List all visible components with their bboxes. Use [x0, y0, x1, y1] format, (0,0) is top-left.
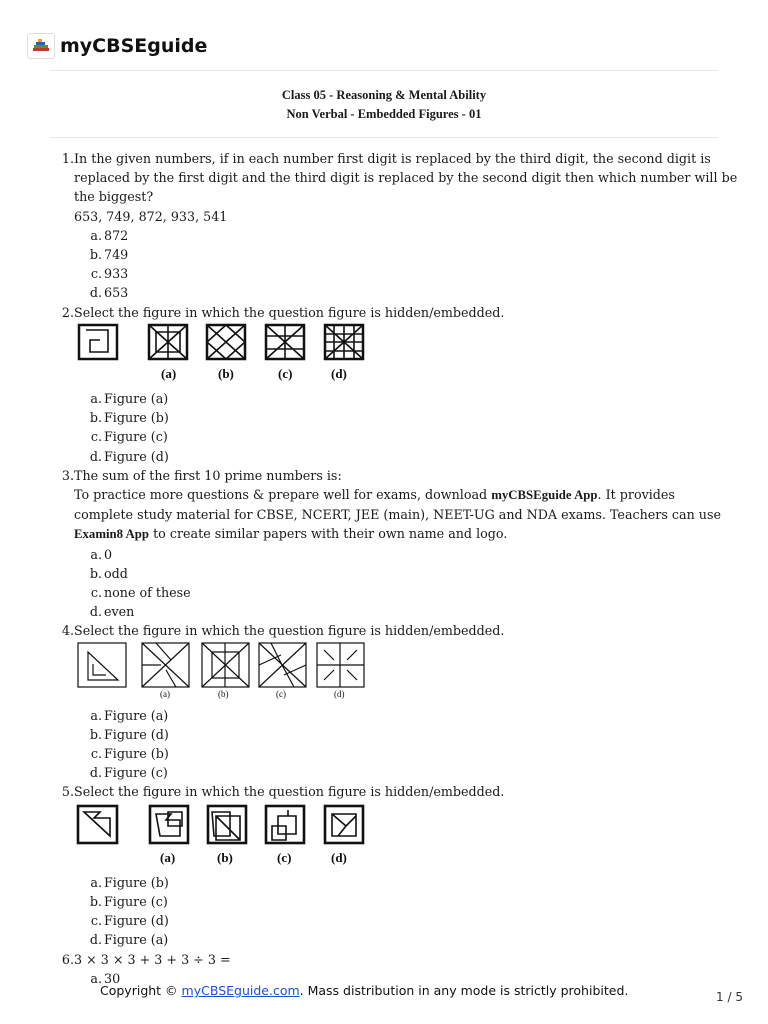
- question-5: [58, 782, 738, 801]
- option-letter: c.: [90, 746, 102, 762]
- figure-label: (b): [218, 365, 234, 381]
- option-text: Figure (b): [104, 874, 169, 890]
- question-text: Select the figure in which the question figure is hidden/embedded.: [74, 304, 505, 320]
- title-divider: [50, 137, 718, 138]
- question-number: 5.: [61, 784, 74, 800]
- option-text: 30: [104, 970, 121, 986]
- option-letter: a.: [90, 390, 102, 406]
- question-text: Select the figure in which the question figure is hidden/embedded.: [74, 784, 505, 800]
- option-text: 653: [104, 285, 129, 301]
- question-text: 3 × 3 × 3 + 3 + 3 ÷ 3 =: [74, 951, 231, 967]
- option-text: odd: [104, 565, 128, 581]
- question-numbers: 653, 749, 872, 933, 541: [74, 208, 228, 224]
- option: [88, 725, 738, 744]
- option: [88, 447, 738, 466]
- option: [88, 226, 738, 245]
- option-letter: c.: [90, 266, 102, 282]
- option: [88, 583, 738, 602]
- option: [88, 892, 738, 911]
- option-letter: b.: [89, 894, 102, 910]
- options-q3: [88, 545, 738, 622]
- embedded-figures-q5: [76, 802, 406, 868]
- options-q5: [88, 873, 738, 950]
- option-letter: d.: [89, 604, 102, 620]
- option-text: Figure (c): [104, 765, 168, 781]
- option-letter: b.: [89, 565, 102, 581]
- option-text: none of these: [104, 584, 191, 600]
- option-letter: a.: [90, 546, 102, 562]
- question-list: [58, 149, 738, 988]
- site-header: [27, 31, 207, 61]
- option-text: Figure (c): [104, 894, 168, 910]
- option: [88, 763, 738, 782]
- promo-part: . It provides complete study material for CBSE, NCERT, JEE (main), NEET-UG and NDA exams. Teachers can use: [74, 486, 721, 523]
- option: [88, 930, 738, 949]
- option: [88, 408, 738, 427]
- option-letter: d.: [89, 448, 102, 464]
- option-letter: c.: [90, 913, 102, 929]
- figure-label: (a): [160, 689, 170, 700]
- option-text: 749: [104, 247, 129, 262]
- figure-label: (d): [331, 849, 347, 865]
- option-letter: d.: [89, 765, 102, 781]
- option: [88, 245, 738, 264]
- option-letter: b.: [89, 410, 102, 426]
- option-text: 0: [104, 546, 113, 562]
- option-text: Figure (d): [104, 448, 169, 464]
- question-number: 2.: [61, 304, 74, 320]
- option-letter: a.: [90, 874, 102, 890]
- question-6: [58, 950, 738, 969]
- promo-part: To practice more questions & prepare well for exams, download: [74, 486, 492, 502]
- figure-label: (b): [218, 689, 229, 700]
- copyright-footer: [100, 983, 628, 998]
- copyright-prefix: Copyright ©: [100, 983, 182, 998]
- question-text: In the given numbers, if in each number first digit is replaced by the third digit, the second digit is replaced by the first digit and the third digit is replaced by the second digit then which number will be the biggest?: [74, 151, 738, 205]
- option: [88, 873, 738, 892]
- figure-set-q4: [76, 640, 738, 705]
- option: [88, 911, 738, 930]
- site-link[interactable]: myCBSEguide.com: [181, 983, 300, 998]
- embedded-figures-q2: [76, 322, 396, 384]
- option-letter: d.: [89, 932, 102, 948]
- option-text: Figure (b): [104, 746, 169, 762]
- option-letter: a.: [90, 970, 102, 986]
- option-letter: c.: [90, 584, 102, 600]
- option-text: Figure (a): [104, 390, 169, 406]
- promo-app-name: Examin8 App: [74, 527, 150, 542]
- figure-label: (a): [161, 365, 177, 381]
- option-text: even: [104, 604, 135, 620]
- figure-label: (c): [278, 365, 293, 381]
- question-text: The sum of the first 10 prime numbers is:: [74, 467, 342, 483]
- figure-label: (d): [334, 689, 345, 700]
- header-divider: [50, 70, 718, 71]
- option-text: Figure (a): [104, 707, 169, 723]
- option-text: 872: [104, 227, 129, 243]
- option-letter: b.: [89, 726, 102, 742]
- promo-part: to create similar papers with their own name and logo.: [149, 526, 508, 542]
- question-number: 4.: [61, 623, 74, 639]
- figure-label: (c): [277, 849, 292, 865]
- option: [88, 602, 738, 621]
- option: [88, 427, 738, 446]
- option: [88, 283, 738, 302]
- question-text: Select the figure in which the question figure is hidden/embedded.: [74, 623, 505, 639]
- option-letter: b.: [89, 247, 102, 262]
- question-3: [58, 466, 738, 545]
- title-line-1: Class 05 - Reasoning & Mental Ability: [281, 88, 487, 102]
- brand-name: myCBSEguide: [60, 35, 208, 57]
- option: [88, 564, 738, 583]
- option: [88, 744, 738, 763]
- question-number: 1.: [61, 151, 74, 166]
- option-text: Figure (c): [104, 429, 168, 445]
- option-text: Figure (b): [104, 410, 169, 426]
- option: [88, 389, 738, 408]
- option-letter: c.: [90, 429, 102, 445]
- figure-label: (c): [276, 689, 286, 700]
- question-number: 6.: [61, 951, 74, 967]
- figure-set-q2: [76, 322, 738, 389]
- question-2: [58, 303, 738, 322]
- option: [88, 706, 738, 725]
- option-letter: d.: [89, 285, 102, 301]
- figure-set-q5: [76, 802, 738, 873]
- copyright-suffix: . Mass distribution in any mode is strictly prohibited.: [299, 983, 629, 998]
- option-letter: a.: [90, 707, 102, 723]
- figure-label: (d): [331, 365, 347, 381]
- option-text: Figure (a): [104, 932, 169, 948]
- promo-text: [74, 485, 738, 545]
- option-text: Figure (d): [104, 913, 169, 929]
- document-title: [0, 86, 768, 124]
- figure-label: (b): [217, 849, 233, 865]
- option: [88, 545, 738, 564]
- embedded-figures-q4: [76, 640, 396, 700]
- promo-app-name: myCBSEguide App: [491, 487, 598, 502]
- option: [88, 264, 738, 283]
- brand-logo-icon: [27, 33, 55, 59]
- question-4: [58, 621, 738, 640]
- options-q1: [88, 226, 738, 303]
- option-text: Figure (d): [104, 726, 169, 742]
- options-q2: [88, 389, 738, 466]
- figure-label: (a): [160, 849, 176, 865]
- title-line-2: Non Verbal - Embedded Figures - 01: [286, 107, 482, 121]
- options-q4: [88, 706, 738, 783]
- question-number: 3.: [61, 467, 74, 483]
- option-letter: a.: [90, 227, 102, 243]
- page-number: 1 / 5: [716, 990, 743, 1004]
- option-text: 933: [104, 266, 129, 282]
- question-1: [58, 149, 738, 226]
